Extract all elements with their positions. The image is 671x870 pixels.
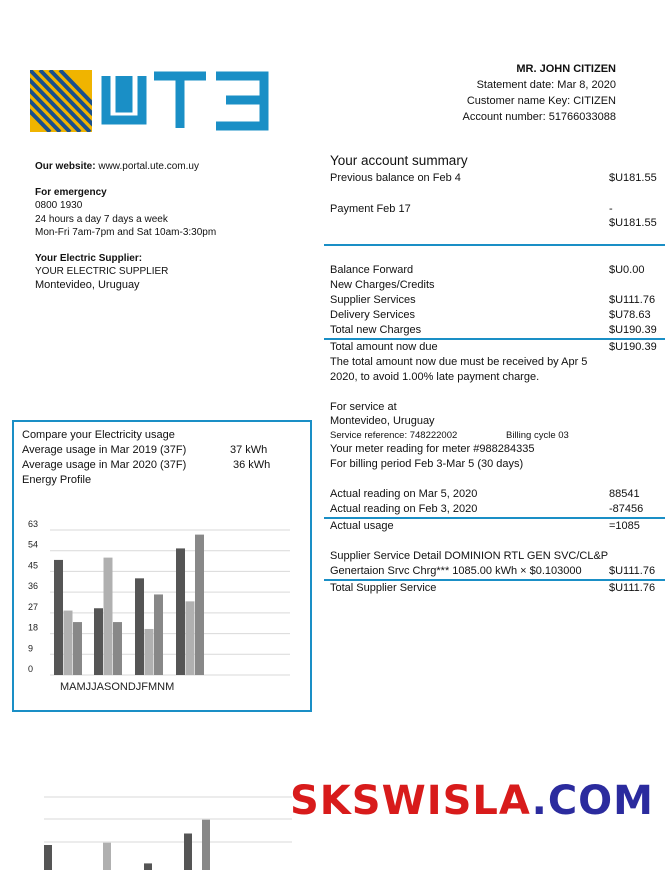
supplier-location: Montevideo, Uruguay <box>35 278 140 291</box>
avg-2019-label: Average usage in Mar 2019 (37F) <box>22 444 187 456</box>
y-tick-label: 54 <box>28 539 39 550</box>
emergency-hours-1: 24 hours a day 7 days a week <box>35 213 168 225</box>
total-due-value: $U190.39 <box>609 341 657 353</box>
bar <box>54 560 63 675</box>
supplier-services-value: $U111.76 <box>609 294 656 306</box>
ute-logo-mark <box>30 70 270 132</box>
actual-feb-value: -87456 <box>609 503 644 515</box>
total-due-label: Total amount now due <box>330 341 438 353</box>
customer-header <box>462 61 616 125</box>
payment-label: Payment Feb 17 <box>330 203 411 215</box>
watermark <box>290 778 654 824</box>
previous-balance-row <box>330 172 660 184</box>
actual-feb-row <box>330 503 660 515</box>
divider-total-new <box>324 338 665 340</box>
y-tick-label: 18 <box>28 622 39 633</box>
delivery-services-row <box>330 309 660 321</box>
bar <box>176 548 185 675</box>
supplier-title: Your Electric Supplier: <box>35 252 143 264</box>
avg-2020-row <box>22 458 302 473</box>
bar <box>144 863 152 870</box>
y-tick-label: 45 <box>28 560 39 571</box>
due-note-1: The total amount now due must be received by Apr 5 <box>330 356 588 368</box>
total-new-value: $U190.39 <box>609 324 657 336</box>
total-new-label: Total new Charges <box>330 324 422 336</box>
new-charges-label: New Charges/Credits <box>330 279 435 291</box>
new-charges-row <box>330 279 660 291</box>
usage-comparison-box <box>12 420 312 712</box>
delivery-services-value: $U78.63 <box>609 309 651 321</box>
bar <box>64 611 73 675</box>
website-line <box>35 160 216 174</box>
supplier-name: YOUR ELECTRIC SUPPLIER <box>35 266 169 277</box>
emergency-hours-2: Mon-Fri 7am-7pm and Sat 10am-3:30pm <box>35 227 217 238</box>
bar <box>145 629 154 675</box>
avg-2020-value: 36 kWh <box>233 459 271 471</box>
bar <box>94 608 103 675</box>
y-tick-label: 36 <box>28 581 39 592</box>
due-note-2: 2020, to avoid 1.00% late payment charge. <box>330 371 540 383</box>
avg-2020-label: Average usage in Mar 2020 (37F) <box>22 459 187 471</box>
divider-supplier <box>324 579 665 581</box>
website-url[interactable]: www.portal.ute.com.uy <box>98 161 199 172</box>
billing-cycle: Billing cycle 03 <box>506 430 569 441</box>
actual-usage-value: =1085 <box>609 520 640 532</box>
total-supplier-label: Total Supplier Service <box>330 582 437 594</box>
website-label: Our website: <box>35 161 96 172</box>
balance-forward-label: Balance Forward <box>330 264 414 276</box>
bar <box>195 535 204 675</box>
divider-readings <box>324 517 665 519</box>
supplier-detail-value: $U111.76 <box>609 565 656 577</box>
avg-2019-value: 37 kWh <box>230 444 268 456</box>
payment-row <box>330 203 660 215</box>
service-reference-row <box>330 430 660 441</box>
energy-profile-chart <box>14 512 310 692</box>
usage-text <box>22 428 302 488</box>
billing-period: For billing period Feb 3-Mar 5 (30 days) <box>330 458 524 470</box>
watermark-part-1: SKSWISLA <box>290 778 532 824</box>
supplier-detail-2: Genertaion Srvc Chrg*** 1085.00 kWh × $0.103000 <box>330 565 582 577</box>
payment-dash: - <box>609 203 613 215</box>
bar <box>73 622 82 675</box>
supplier-services-label: Supplier Services <box>330 294 416 306</box>
previous-balance-value: $U181.55 <box>609 172 657 184</box>
statement-date: Statement date: Mar 8, 2020 <box>476 79 616 91</box>
service-reference: Service reference: 748222002 <box>330 430 458 441</box>
customer-name-key: Customer name Key: CITIZEN <box>466 95 616 107</box>
delivery-services-label: Delivery Services <box>330 309 415 321</box>
bar <box>186 601 195 675</box>
actual-usage-row <box>330 520 660 532</box>
actual-mar-value: 88541 <box>609 488 640 500</box>
ute-letters <box>106 76 264 128</box>
previous-balance-label: Previous balance on Feb 4 <box>330 172 461 184</box>
emergency-title: For emergency <box>35 186 107 198</box>
bar <box>184 834 192 870</box>
y-tick-label: 63 <box>28 519 39 529</box>
actual-usage-label: Actual usage <box>330 520 394 532</box>
summary-title: Your account summary <box>330 153 468 168</box>
customer-name: MR. JOHN CITIZEN <box>516 63 616 75</box>
total-supplier-value: $U111.76 <box>609 582 656 594</box>
y-tick-label: 0 <box>28 664 34 674</box>
profile-label: Energy Profile <box>22 474 92 486</box>
contact-info <box>35 160 216 292</box>
bar <box>202 820 210 870</box>
actual-mar-row <box>330 488 660 500</box>
total-due-row <box>330 341 660 353</box>
balance-forward-row <box>330 264 660 276</box>
x-category-labels: MAMJJASONDJFMNM <box>60 681 175 692</box>
emergency-phone: 0800 1930 <box>35 200 83 211</box>
total-supplier-row <box>330 582 660 594</box>
balance-forward-value: $U0.00 <box>609 264 645 276</box>
bar <box>154 594 163 675</box>
supplier-services-row <box>330 294 660 306</box>
service-location: Montevideo, Uruguay <box>330 415 435 427</box>
payment-value: $U181.55 <box>609 217 657 229</box>
bar <box>135 578 144 675</box>
y-tick-label: 9 <box>28 643 34 654</box>
bottom-energy-chart <box>30 785 300 870</box>
total-new-row <box>330 324 660 336</box>
bar <box>103 843 111 870</box>
actual-feb-label: Actual reading on Feb 3, 2020 <box>330 503 478 515</box>
watermark-part-2: .COM <box>531 778 654 824</box>
divider-summary <box>324 244 665 246</box>
supplier-detail-1: Supplier Service Detail DOMINION RTL GEN SVC/CL&P <box>330 550 609 562</box>
bar <box>44 845 52 870</box>
actual-mar-label: Actual reading on Mar 5, 2020 <box>330 488 478 500</box>
meter-reading: Your meter reading for meter #988284335 <box>330 443 535 455</box>
ute-logo <box>30 70 270 132</box>
bar <box>104 558 113 675</box>
bar <box>113 622 122 675</box>
y-tick-label: 27 <box>28 601 39 612</box>
avg-2019-row <box>22 443 302 458</box>
supplier-detail-row <box>330 565 660 577</box>
usage-title: Compare your Electricity usage <box>22 429 175 441</box>
service-at-label: For service at <box>330 401 397 413</box>
account-number: Account number: 51766033088 <box>462 111 616 123</box>
